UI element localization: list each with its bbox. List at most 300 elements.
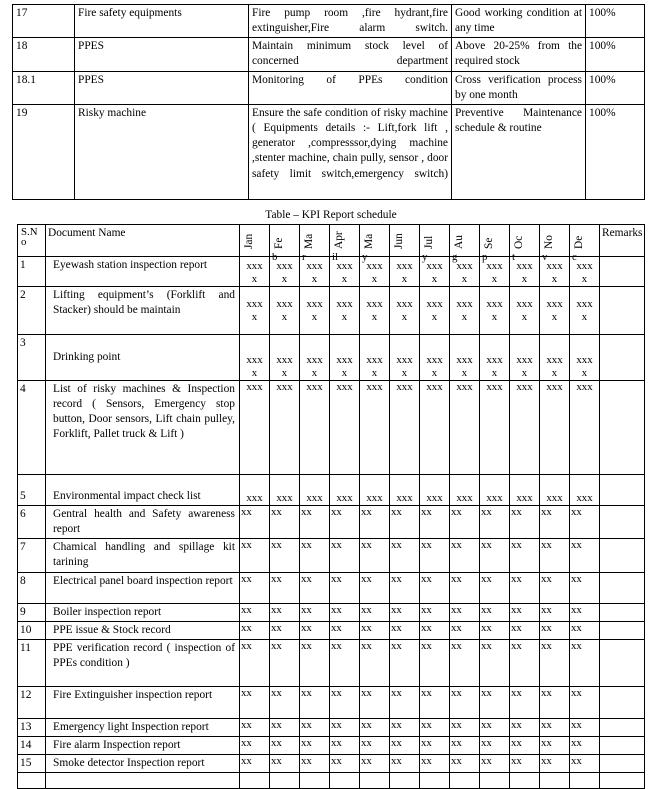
remarks-cell: [600, 257, 645, 287]
table-row: [18, 718, 645, 736]
document-name-cell: Drinking point: [46, 335, 240, 381]
percent-cell: 100%: [586, 38, 645, 71]
schedule-mark-cell: xxx x: [330, 287, 360, 335]
schedule-mark-cell: xx: [450, 639, 480, 686]
sno-header: S.N o: [18, 225, 46, 257]
schedule-mark-cell: xx: [450, 506, 480, 539]
month-header: No v: [540, 225, 570, 257]
table-row: [18, 737, 645, 755]
sno-cell: 2: [18, 287, 46, 335]
schedule-mark-cell: xx: [450, 621, 480, 639]
schedule-mark-cell: xxx: [330, 475, 360, 506]
schedule-mark-cell: xxx x: [360, 287, 390, 335]
schedule-mark-cell: xx: [240, 539, 270, 572]
schedule-mark-cell: xx: [570, 506, 600, 539]
schedule-mark-cell: xxx x: [240, 257, 270, 287]
schedule-mark-cell: xx: [450, 572, 480, 603]
document-name-cell: Smoke detector Inspection report: [46, 755, 240, 773]
month-header: Ma r: [300, 225, 330, 257]
schedule-mark-cell: xx: [330, 506, 360, 539]
schedule-mark-cell: xx: [360, 737, 390, 755]
schedule-mark-cell: xx: [420, 572, 450, 603]
schedule-mark-cell: xx: [480, 639, 510, 686]
schedule-mark-cell: xxx: [300, 475, 330, 506]
schedule-mark-cell: xx: [240, 686, 270, 718]
sno-cell: 12: [18, 686, 46, 718]
schedule-mark-cell: xx: [270, 539, 300, 572]
schedule-mark-cell: xx: [330, 621, 360, 639]
document-name-cell: Lifting equipment’s (Forklift and Stacker) should be maintain: [46, 287, 240, 335]
schedule-mark-cell: xxx x: [480, 287, 510, 335]
month-header-label: Ma: [363, 233, 375, 249]
document-name-cell: Fire alarm Inspection report: [46, 737, 240, 755]
schedule-mark-cell: xxx x: [300, 287, 330, 335]
schedule-mark-cell: xx: [540, 639, 570, 686]
schedule-mark-cell: xx: [390, 718, 420, 736]
schedule-mark-cell: xx: [240, 755, 270, 773]
schedule-mark-cell: xx: [240, 737, 270, 755]
month-header-label: No: [543, 235, 555, 249]
table-row: [13, 38, 645, 71]
activity-cell: Fire pump room ,fire hydrant,fire extinguisher,Fire alarm switch.: [249, 5, 452, 38]
month-header-label: Se: [483, 237, 495, 249]
schedule-mark-cell: xx: [420, 718, 450, 736]
sno-cell: 1: [18, 257, 46, 287]
schedule-mark-cell: xxx: [420, 381, 450, 475]
schedule-mark-cell: xx: [450, 755, 480, 773]
schedule-mark-cell: xx: [510, 539, 540, 572]
schedule-mark-cell: xx: [360, 539, 390, 572]
schedule-mark-cell: xxx x: [300, 335, 330, 381]
schedule-mark-cell: [570, 773, 600, 789]
schedule-mark-cell: xxx: [360, 381, 390, 475]
schedule-mark-cell: xxx: [300, 381, 330, 475]
schedule-mark-cell: xxx x: [450, 257, 480, 287]
schedule-mark-cell: xx: [240, 506, 270, 539]
table-row: [18, 506, 645, 539]
schedule-mark-cell: xx: [270, 506, 300, 539]
schedule-mark-cell: xxx: [240, 381, 270, 475]
schedule-mark-cell: xx: [270, 718, 300, 736]
month-header-label: Ma: [303, 233, 315, 249]
schedule-mark-cell: xx: [240, 718, 270, 736]
table-row: [18, 475, 645, 506]
schedule-mark-cell: xxx x: [360, 335, 390, 381]
schedule-mark-cell: xx: [360, 686, 390, 718]
schedule-mark-cell: xx: [510, 737, 540, 755]
schedule-mark-cell: xx: [450, 603, 480, 621]
activity-cell: Maintain minimum stock level of concerned department: [249, 38, 452, 71]
schedule-mark-cell: xx: [510, 639, 540, 686]
schedule-mark-cell: xx: [390, 621, 420, 639]
schedule-mark-cell: xxx x: [390, 335, 420, 381]
schedule-mark-cell: [270, 773, 300, 789]
sno-cell: 19: [13, 104, 75, 199]
document-name-cell: [46, 773, 240, 789]
remarks-cell: [600, 603, 645, 621]
item-cell: PPES: [75, 38, 249, 71]
percent-cell: 100%: [586, 104, 645, 199]
schedule-mark-cell: xx: [300, 639, 330, 686]
schedule-mark-cell: xx: [300, 572, 330, 603]
schedule-mark-cell: xx: [450, 539, 480, 572]
schedule-mark-cell: xx: [420, 621, 450, 639]
schedule-mark-cell: xx: [510, 506, 540, 539]
schedule-mark-cell: xxx x: [450, 287, 480, 335]
schedule-mark-cell: xx: [420, 506, 450, 539]
schedule-mark-cell: xxx x: [420, 335, 450, 381]
schedule-mark-cell: [420, 773, 450, 789]
schedule-mark-cell: xx: [300, 539, 330, 572]
document-name-cell: Gentral health and Safety awareness report: [46, 506, 240, 539]
schedule-mark-cell: xx: [420, 639, 450, 686]
schedule-mark-cell: xx: [480, 737, 510, 755]
kpi-report-schedule-table: [17, 224, 645, 789]
schedule-mark-cell: xx: [240, 621, 270, 639]
schedule-mark-cell: xx: [270, 572, 300, 603]
schedule-mark-cell: xxx x: [510, 257, 540, 287]
schedule-mark-cell: xx: [270, 603, 300, 621]
table-header-row: [18, 225, 645, 257]
schedule-mark-cell: xx: [360, 572, 390, 603]
schedule-mark-cell: xx: [270, 737, 300, 755]
remarks-cell: [600, 773, 645, 789]
schedule-mark-cell: xxx: [480, 381, 510, 475]
month-header: Fe b: [270, 225, 300, 257]
schedule-mark-cell: xxx x: [480, 335, 510, 381]
document-name-cell: PPE verification record ( inspection of PPEs condition ): [46, 639, 240, 686]
schedule-mark-cell: xx: [390, 755, 420, 773]
remarks-cell: [600, 475, 645, 506]
remarks-cell: [600, 381, 645, 475]
table-row: [13, 104, 645, 199]
month-header: Jul y: [420, 225, 450, 257]
schedule-mark-cell: xx: [270, 755, 300, 773]
sno-cell: 11: [18, 639, 46, 686]
schedule-mark-cell: xxx x: [390, 287, 420, 335]
schedule-mark-cell: xx: [540, 737, 570, 755]
target-cell: Good working condition at any time: [452, 5, 586, 38]
schedule-mark-cell: xxx x: [570, 257, 600, 287]
schedule-mark-cell: xxx x: [450, 335, 480, 381]
schedule-mark-cell: [360, 773, 390, 789]
activity-cell: Ensure the safe condition of risky machine ( Equipments details :- Lift,fork lift , generator ,compresssor,dying machine ,stenter machine, chain pully, sensor , door safety limit switch,emergency switch): [249, 104, 452, 199]
schedule-mark-cell: xxx: [390, 381, 420, 475]
schedule-mark-cell: xx: [300, 737, 330, 755]
remarks-cell: [600, 755, 645, 773]
document-name-cell: Eyewash station inspection report: [46, 257, 240, 287]
month-header: [390, 225, 420, 257]
schedule-mark-cell: xx: [480, 506, 510, 539]
target-cell: Cross verification process by one month: [452, 71, 586, 104]
schedule-mark-cell: xxx: [330, 381, 360, 475]
schedule-mark-cell: xx: [330, 603, 360, 621]
schedule-mark-cell: xx: [300, 686, 330, 718]
schedule-mark-cell: xx: [330, 639, 360, 686]
schedule-mark-cell: [540, 773, 570, 789]
sno-cell: 9: [18, 603, 46, 621]
schedule-mark-cell: xx: [540, 755, 570, 773]
schedule-mark-cell: xxx x: [540, 257, 570, 287]
schedule-mark-cell: xxx: [510, 475, 540, 506]
schedule-mark-cell: xx: [390, 686, 420, 718]
sno-cell: 8: [18, 572, 46, 603]
month-header-label: Jun: [393, 233, 405, 249]
schedule-mark-cell: xx: [300, 755, 330, 773]
schedule-mark-cell: xx: [510, 718, 540, 736]
schedule-mark-cell: xx: [480, 755, 510, 773]
sno-cell: 14: [18, 737, 46, 755]
schedule-mark-cell: xx: [450, 737, 480, 755]
schedule-mark-cell: xx: [540, 572, 570, 603]
table-caption: Table – KPI Report schedule: [265, 209, 397, 221]
schedule-mark-cell: xx: [330, 539, 360, 572]
table-row: [13, 71, 645, 104]
schedule-mark-cell: xxx: [270, 381, 300, 475]
schedule-mark-cell: xx: [300, 506, 330, 539]
schedule-mark-cell: xxx x: [570, 287, 600, 335]
sno-cell: 10: [18, 621, 46, 639]
schedule-mark-cell: xxx: [510, 381, 540, 475]
schedule-mark-cell: xx: [360, 755, 390, 773]
percent-cell: 100%: [586, 71, 645, 104]
schedule-mark-cell: xxx: [420, 475, 450, 506]
schedule-mark-cell: xx: [510, 603, 540, 621]
sno-cell: 6: [18, 506, 46, 539]
sno-cell: 18.1: [13, 71, 75, 104]
activity-cell: Monitoring of PPEs condition: [249, 71, 452, 104]
schedule-mark-cell: xxx x: [270, 287, 300, 335]
schedule-mark-cell: xx: [270, 621, 300, 639]
percent-cell: 100%: [586, 5, 645, 38]
schedule-mark-cell: xxx x: [330, 335, 360, 381]
month-header: Oc t: [510, 225, 540, 257]
schedule-mark-cell: xx: [240, 639, 270, 686]
schedule-mark-cell: [330, 773, 360, 789]
month-header: De c: [570, 225, 600, 257]
safety-targets-table: [12, 4, 645, 200]
schedule-mark-cell: xx: [480, 603, 510, 621]
schedule-mark-cell: [480, 773, 510, 789]
schedule-mark-cell: xx: [450, 718, 480, 736]
schedule-mark-cell: xx: [450, 686, 480, 718]
schedule-mark-cell: xx: [390, 603, 420, 621]
table-row: [18, 539, 645, 572]
document-name-header: Document Name: [46, 225, 240, 257]
table-row: [18, 639, 645, 686]
remarks-cell: [600, 572, 645, 603]
document-name-cell: PPE issue & Stock record: [46, 621, 240, 639]
item-cell: Risky machine: [75, 104, 249, 199]
month-header-label: Fe: [273, 237, 285, 249]
document-name-cell: Environmental impact check list: [46, 475, 240, 506]
remarks-cell: [600, 335, 645, 381]
schedule-mark-cell: xx: [480, 686, 510, 718]
schedule-mark-cell: xx: [570, 737, 600, 755]
remarks-cell: [600, 686, 645, 718]
schedule-mark-cell: [450, 773, 480, 789]
item-cell: PPES: [75, 71, 249, 104]
sno-cell: 13: [18, 718, 46, 736]
month-header: [240, 225, 270, 257]
schedule-mark-cell: xx: [330, 718, 360, 736]
schedule-mark-cell: xx: [570, 755, 600, 773]
schedule-mark-cell: xxx x: [270, 335, 300, 381]
schedule-mark-cell: xxx: [390, 475, 420, 506]
schedule-mark-cell: xx: [330, 737, 360, 755]
schedule-mark-cell: xx: [390, 737, 420, 755]
remarks-cell: [600, 737, 645, 755]
schedule-mark-cell: xxx x: [540, 335, 570, 381]
schedule-mark-cell: xx: [360, 603, 390, 621]
schedule-mark-cell: xx: [360, 506, 390, 539]
month-header-label: De: [573, 235, 585, 249]
schedule-mark-cell: xx: [480, 572, 510, 603]
schedule-mark-cell: xx: [540, 603, 570, 621]
remarks-cell: [600, 621, 645, 639]
schedule-mark-cell: xxx: [480, 475, 510, 506]
remarks-header: Remarks: [600, 225, 645, 257]
schedule-mark-cell: xxx: [240, 475, 270, 506]
sno-cell: [18, 773, 46, 789]
table-row: [18, 603, 645, 621]
remarks-cell: [600, 718, 645, 736]
schedule-mark-cell: xx: [510, 686, 540, 718]
month-header: Au g: [450, 225, 480, 257]
schedule-mark-cell: xx: [300, 603, 330, 621]
schedule-mark-cell: xxx: [540, 381, 570, 475]
schedule-mark-cell: xx: [240, 603, 270, 621]
sno-cell: 4: [18, 381, 46, 475]
table-row: [18, 572, 645, 603]
table-row: [18, 381, 645, 475]
table-row: [18, 686, 645, 718]
schedule-mark-cell: xxx x: [510, 335, 540, 381]
schedule-mark-cell: xx: [390, 506, 420, 539]
schedule-mark-cell: xx: [390, 539, 420, 572]
schedule-mark-cell: xxx x: [420, 257, 450, 287]
table-row: [18, 773, 645, 789]
schedule-mark-cell: xxx x: [270, 257, 300, 287]
month-header: Se p: [480, 225, 510, 257]
schedule-mark-cell: xxx: [570, 381, 600, 475]
schedule-mark-cell: xx: [510, 755, 540, 773]
schedule-mark-cell: xx: [540, 621, 570, 639]
schedule-mark-cell: xx: [330, 572, 360, 603]
document-name-cell: List of risky machines & Inspection record ( Sensors, Emergency stop button, Door sensors, Lift chain pulley, Forklift, Pallet truck & Lift ): [46, 381, 240, 475]
document-name-cell: Fire Extinguisher inspection report: [46, 686, 240, 718]
schedule-mark-cell: xxx: [450, 381, 480, 475]
schedule-mark-cell: [300, 773, 330, 789]
month-header: Apr il: [330, 225, 360, 257]
schedule-mark-cell: xx: [510, 621, 540, 639]
schedule-mark-cell: xx: [330, 686, 360, 718]
sno-cell: 15: [18, 755, 46, 773]
schedule-mark-cell: xx: [420, 603, 450, 621]
table-row: [18, 335, 645, 381]
schedule-mark-cell: xxx: [570, 475, 600, 506]
document-name-cell: Boiler inspection report: [46, 603, 240, 621]
sno-cell: 5: [18, 475, 46, 506]
schedule-mark-cell: xxx: [360, 475, 390, 506]
schedule-mark-cell: xx: [510, 572, 540, 603]
schedule-mark-cell: xxx x: [360, 257, 390, 287]
schedule-mark-cell: xx: [570, 718, 600, 736]
remarks-cell: [600, 539, 645, 572]
schedule-mark-cell: xx: [540, 718, 570, 736]
month-header-label: Jan: [243, 233, 255, 249]
schedule-mark-cell: xxx x: [240, 335, 270, 381]
schedule-mark-cell: xx: [420, 686, 450, 718]
schedule-mark-cell: xx: [570, 621, 600, 639]
schedule-mark-cell: xx: [480, 718, 510, 736]
schedule-mark-cell: [510, 773, 540, 789]
schedule-mark-cell: xxx x: [480, 257, 510, 287]
schedule-mark-cell: xx: [540, 539, 570, 572]
schedule-mark-cell: xx: [240, 572, 270, 603]
schedule-mark-cell: xx: [540, 686, 570, 718]
schedule-mark-cell: xxx x: [540, 287, 570, 335]
schedule-mark-cell: xxx x: [570, 335, 600, 381]
schedule-mark-cell: xxx x: [300, 257, 330, 287]
table-row: [13, 5, 645, 38]
schedule-mark-cell: xx: [270, 686, 300, 718]
schedule-mark-cell: xxx x: [330, 257, 360, 287]
schedule-mark-cell: xxx x: [390, 257, 420, 287]
remarks-cell: [600, 639, 645, 686]
schedule-mark-cell: xx: [570, 603, 600, 621]
month-header-label: Apr: [333, 231, 345, 249]
schedule-mark-cell: xx: [270, 639, 300, 686]
schedule-mark-cell: [390, 773, 420, 789]
schedule-mark-cell: xx: [420, 755, 450, 773]
schedule-mark-cell: [240, 773, 270, 789]
target-cell: Above 20-25% from the required stock: [452, 38, 586, 71]
schedule-mark-cell: xx: [570, 639, 600, 686]
schedule-mark-cell: xx: [360, 621, 390, 639]
month-header-label: Oc: [513, 235, 525, 249]
schedule-mark-cell: xx: [300, 621, 330, 639]
schedule-mark-cell: xxx x: [510, 287, 540, 335]
table-row: [18, 755, 645, 773]
schedule-mark-cell: xxx: [540, 475, 570, 506]
schedule-mark-cell: xx: [570, 572, 600, 603]
document-name-cell: Emergency light Inspection report: [46, 718, 240, 736]
schedule-mark-cell: xx: [300, 718, 330, 736]
sno-cell: 3: [18, 335, 46, 381]
schedule-mark-cell: xx: [330, 755, 360, 773]
remarks-cell: [600, 506, 645, 539]
item-cell: Fire safety equipments: [75, 5, 249, 38]
schedule-mark-cell: xx: [480, 539, 510, 572]
schedule-mark-cell: xx: [570, 686, 600, 718]
document-name-cell: Chamical handling and spillage kit tarining: [46, 539, 240, 572]
schedule-mark-cell: xx: [390, 572, 420, 603]
schedule-mark-cell: xx: [420, 539, 450, 572]
schedule-mark-cell: xx: [420, 737, 450, 755]
month-header-label: Au: [453, 235, 465, 249]
schedule-mark-cell: xx: [360, 639, 390, 686]
month-header: Ma y: [360, 225, 390, 257]
table-row: [18, 287, 645, 335]
schedule-mark-cell: xxx x: [420, 287, 450, 335]
schedule-mark-cell: xx: [570, 539, 600, 572]
month-header-label: Jul: [423, 235, 435, 249]
table-row: [18, 621, 645, 639]
target-cell: Preventive Maintenance schedule & routine: [452, 104, 586, 199]
remarks-cell: [600, 287, 645, 335]
schedule-mark-cell: xx: [540, 506, 570, 539]
